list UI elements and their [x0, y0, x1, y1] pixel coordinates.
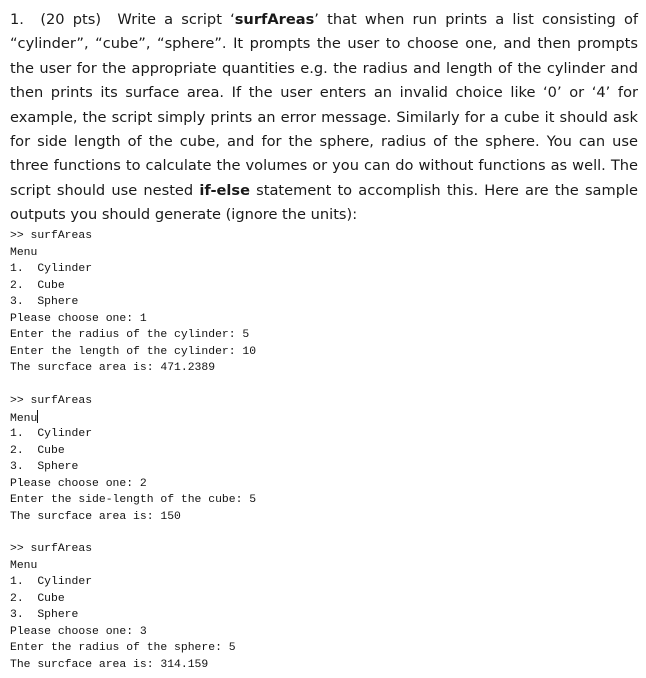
script-name: surfAreas: [234, 11, 315, 28]
question-paragraph: [10, 8, 638, 228]
code-line: Enter the side-length of the cube: 5: [10, 494, 257, 506]
code-line: Please choose one: 2: [10, 477, 147, 490]
code-line: 2. Cube: [10, 279, 65, 292]
code-line: The surcface area is: 471.2389: [10, 362, 216, 374]
question-text-intro: Write a script ‘: [117, 11, 235, 28]
text-cursor: [37, 410, 38, 423]
code-line: Enter the radius of the cylinder: 5: [10, 329, 250, 341]
code-line: Menu: [10, 246, 38, 259]
question-points: (20 pts): [40, 11, 102, 28]
code-line: 1. Cylinder: [10, 263, 93, 275]
question-number: 1.: [10, 11, 24, 28]
code-line: The surcface area is: 150: [10, 510, 181, 523]
code-line: Enter the length of the cylinder: 10: [10, 345, 257, 358]
code-line: 2. Cube: [10, 592, 65, 605]
code-line: 2. Cube: [10, 444, 65, 457]
code-line: 3. Sphere: [10, 461, 79, 473]
code-line: Menu: [10, 559, 38, 572]
code-line: >> surfAreas: [10, 543, 93, 555]
code-line: 3. Sphere: [10, 609, 79, 621]
code-line: >> surfAreas: [10, 230, 93, 242]
question-text-body: ’ that when run prints a list consisting of “cylinder”, “cube”, “sphere”. It prompts the user to choose one, and then prompts the user for the appropriate quantities e.g. the radius and length of the cylinder and then prints its surface area. If the user enters an invalid choice like ‘0’ or ‘4’ for example, the script simply prints an error message. Similarly for a cube it should ask for side length of the cube, and for the sphere, radius of the sphere. You can use three functions to calculate the volumes or you can do without functions as well. The script should use nested: [10, 11, 639, 199]
code-line: 1. Cylinder: [10, 428, 93, 440]
sample-output-cube: [10, 393, 630, 525]
keyword-if-else: if-else: [199, 181, 250, 199]
sample-output-sphere: [10, 541, 630, 673]
question-text-end: statement to accomplish this. Here are the sample outputs you should generate (ignore the units):: [10, 181, 639, 224]
code-line-with-cursor: [10, 410, 630, 427]
code-line: Please choose one: 1: [10, 312, 147, 325]
code-line: 1. Cylinder: [10, 576, 93, 588]
code-line: 3. Sphere: [10, 296, 79, 308]
code-line: Please choose one: 3: [10, 625, 147, 638]
code-line: >> surfAreas: [10, 395, 93, 407]
code-line: The surcface area is: 314.159: [10, 658, 209, 671]
code-line-text: Menu: [10, 412, 38, 425]
sample-output-cylinder: [10, 228, 630, 377]
code-line: Enter the radius of the sphere: 5: [10, 642, 236, 654]
